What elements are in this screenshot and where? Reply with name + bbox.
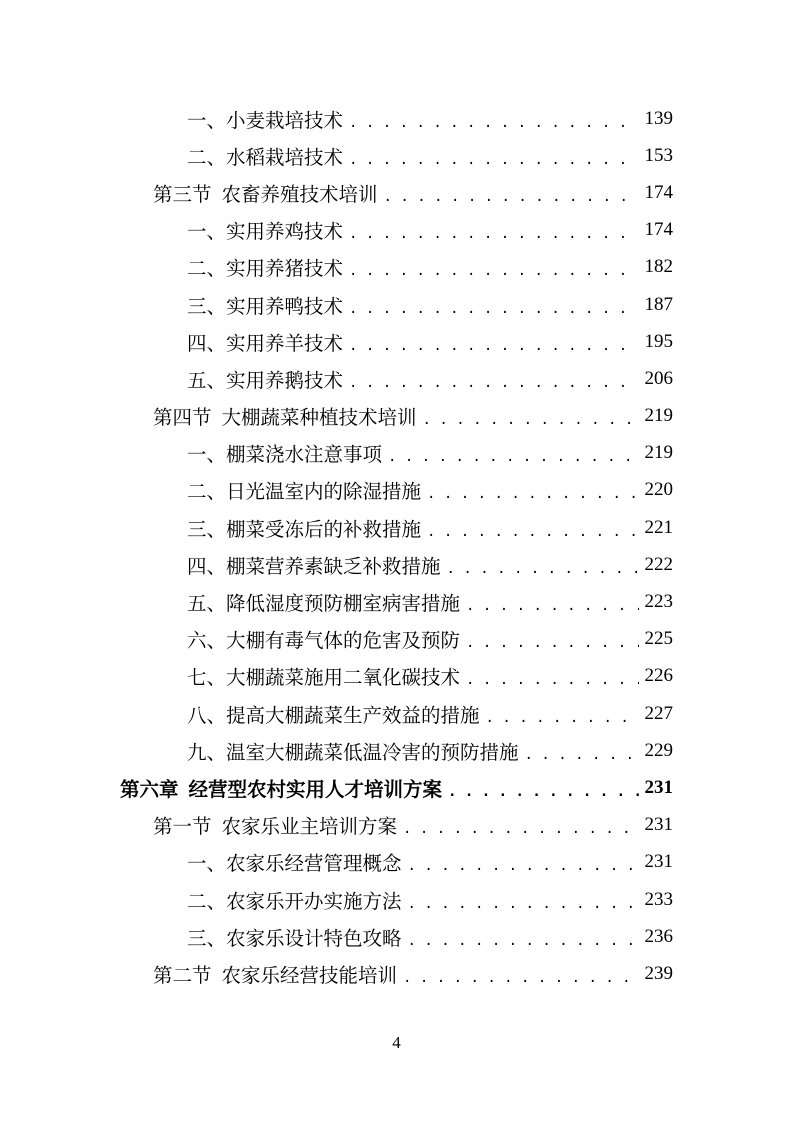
- toc-entry-marker: 四、: [187, 554, 227, 578]
- dot-leader: [408, 934, 639, 948]
- toc-section-entry[interactable]: [0, 955, 673, 992]
- toc-entry-title: 日光温室内的除湿措施: [226, 480, 422, 504]
- dot-leader: [466, 599, 638, 613]
- toc-entry-title: 大棚蔬菜种植技术培训: [221, 406, 417, 430]
- toc-item-entry[interactable]: [0, 583, 673, 620]
- dot-leader: [466, 673, 638, 687]
- toc-item-entry[interactable]: [0, 249, 673, 286]
- toc-entry-label: [187, 737, 519, 765]
- toc-entry-title: 农家乐业主培训方案: [221, 815, 398, 839]
- toc-entry-title: 大棚蔬菜施用二氧化碳技术: [226, 666, 461, 690]
- toc-entry-title: 棚菜营养素缺乏补救措施: [226, 554, 441, 578]
- toc-entry-page-number: 206: [644, 367, 673, 389]
- toc-entry-title: 实用养鸭技术: [226, 294, 344, 318]
- toc-entry-marker: 二、: [187, 889, 227, 913]
- toc-item-entry[interactable]: [0, 658, 673, 695]
- toc-entry-marker: 五、: [187, 592, 227, 616]
- toc-entry-marker: 第一节: [153, 815, 212, 839]
- toc-entry-label: [187, 253, 343, 281]
- toc-entry-title: 降低湿度预防棚室病害措施: [226, 592, 461, 616]
- toc-item-entry[interactable]: [0, 918, 673, 955]
- toc-entry-page-number: 219: [644, 405, 673, 427]
- toc-entry-label: [153, 179, 378, 207]
- dot-leader: [448, 785, 638, 799]
- toc-entry-page-number: 236: [644, 925, 673, 947]
- toc-entry-page-number: 174: [644, 219, 673, 241]
- toc-entry-label: [187, 365, 343, 393]
- toc-entry-title: 大棚有毒气体的危害及预防: [226, 629, 461, 653]
- toc-entry-page-number: 174: [644, 181, 673, 203]
- toc-entry-marker: 四、: [187, 331, 227, 355]
- toc-item-entry[interactable]: [0, 360, 673, 397]
- toc-entry-page-number: 221: [644, 516, 673, 538]
- toc-entry-page-number: 195: [644, 330, 673, 352]
- toc-entry-marker: 六、: [187, 629, 227, 653]
- dot-leader: [466, 636, 638, 650]
- dot-leader: [408, 859, 639, 873]
- toc-entry-page-number: 222: [644, 553, 673, 575]
- toc-entry-marker: 三、: [187, 294, 227, 318]
- dot-leader: [349, 264, 638, 278]
- toc-entry-label: [153, 811, 397, 839]
- toc-entry-label: [187, 625, 460, 653]
- toc-entry-title: 小麦栽培技术: [226, 108, 344, 132]
- toc-entry-label: [187, 886, 402, 914]
- toc-item-entry[interactable]: [0, 621, 673, 658]
- dot-leader: [447, 562, 639, 576]
- toc-item-entry[interactable]: [0, 435, 673, 472]
- dot-leader: [423, 413, 639, 427]
- toc-item-entry[interactable]: [0, 212, 673, 249]
- toc-entry-label: [120, 774, 442, 802]
- toc-entry-marker: 一、: [187, 443, 227, 467]
- toc-item-entry[interactable]: [0, 472, 673, 509]
- toc-entry-title: 经营型农村实用人才培训方案: [188, 777, 443, 801]
- toc-entry-marker: 一、: [187, 852, 227, 876]
- toc-entry-label: [187, 588, 460, 616]
- toc-entry-title: 农家乐开办实施方法: [226, 889, 402, 913]
- toc-entry-marker: 二、: [187, 257, 227, 281]
- toc-entry-title: 实用养羊技术: [226, 331, 344, 355]
- toc-entry-marker: 一、: [187, 220, 227, 244]
- toc-entry-label: [187, 700, 480, 728]
- toc-entry-page-number: 231: [644, 776, 673, 798]
- toc-entry-title: 农家乐经营管理概念: [226, 852, 402, 876]
- toc-entry-title: 温室大棚蔬菜低温冷害的预防措施: [226, 740, 519, 764]
- toc-entry-label: [187, 848, 402, 876]
- dot-leader: [388, 450, 638, 464]
- toc-entry-label: [187, 439, 382, 467]
- toc-entry-marker: 第六章: [120, 777, 179, 801]
- toc-entry-label: [153, 402, 417, 430]
- dot-leader: [403, 822, 638, 836]
- toc-item-entry[interactable]: [0, 509, 673, 546]
- toc-entry-page-number: 226: [644, 665, 673, 687]
- toc-entry-label: [187, 662, 460, 690]
- dot-leader: [349, 339, 638, 353]
- toc-entry-marker: 九、: [187, 740, 227, 764]
- table-of-contents: [0, 100, 793, 993]
- toc-item-entry[interactable]: [0, 100, 673, 137]
- toc-entry-label: [187, 923, 402, 951]
- toc-entry-page-number: 220: [644, 479, 673, 501]
- dot-leader: [486, 711, 639, 725]
- toc-entry-marker: 七、: [187, 666, 227, 690]
- toc-entry-label: [187, 216, 343, 244]
- toc-entry-marker: 三、: [187, 517, 227, 541]
- toc-section-entry[interactable]: [0, 398, 673, 435]
- dot-leader: [349, 153, 638, 167]
- toc-item-entry[interactable]: [0, 137, 673, 174]
- toc-entry-title: 实用养鸡技术: [226, 220, 344, 244]
- toc-entry-marker: 二、: [187, 480, 227, 504]
- toc-entry-label: [187, 328, 343, 356]
- toc-entry-marker: 第四节: [153, 406, 212, 430]
- toc-entry-page-number: 229: [644, 739, 673, 761]
- dot-leader: [349, 376, 638, 390]
- toc-entry-title: 实用养鹅技术: [226, 368, 344, 392]
- toc-entry-title: 水稻栽培技术: [226, 145, 344, 169]
- toc-entry-page-number: 227: [644, 702, 673, 724]
- toc-item-entry[interactable]: [0, 844, 673, 881]
- dot-leader: [408, 897, 639, 911]
- toc-entry-page-number: 231: [644, 851, 673, 873]
- toc-entry-label: [187, 514, 421, 542]
- toc-entry-label: [187, 551, 441, 579]
- toc-entry-page-number: 153: [644, 144, 673, 166]
- toc-entry-page-number: 219: [644, 442, 673, 464]
- dot-leader: [349, 116, 638, 130]
- dot-leader: [349, 227, 638, 241]
- toc-entry-title: 棚菜受冻后的补救措施: [226, 517, 422, 541]
- toc-entry-page-number: 139: [644, 107, 673, 129]
- toc-entry-title: 农家乐设计特色攻略: [226, 926, 402, 950]
- dot-leader: [349, 302, 638, 316]
- toc-entry-page-number: 223: [644, 591, 673, 613]
- toc-item-entry[interactable]: [0, 695, 673, 732]
- toc-entry-title: 农家乐经营技能培训: [221, 963, 398, 987]
- toc-entry-page-number: 182: [644, 256, 673, 278]
- toc-entry-page-number: 231: [644, 814, 673, 836]
- toc-section-entry[interactable]: [0, 174, 673, 211]
- toc-item-entry[interactable]: [0, 286, 673, 323]
- toc-item-entry[interactable]: [0, 732, 673, 769]
- toc-entry-page-number: 225: [644, 628, 673, 650]
- toc-entry-label: [153, 960, 397, 988]
- dot-leader: [403, 971, 638, 985]
- toc-item-entry[interactable]: [0, 546, 673, 583]
- toc-entry-title: 农畜养殖技术培训: [221, 182, 378, 206]
- toc-entry-marker: 三、: [187, 926, 227, 950]
- toc-entry-marker: 一、: [187, 108, 227, 132]
- toc-chapter-entry[interactable]: [0, 769, 673, 806]
- toc-item-entry[interactable]: [0, 323, 673, 360]
- page-number: 4: [392, 1033, 401, 1052]
- toc-entry-title: 提高大棚蔬菜生产效益的措施: [226, 703, 480, 727]
- dot-leader: [384, 190, 639, 204]
- dot-leader: [525, 748, 639, 762]
- toc-entry-page-number: 233: [644, 888, 673, 910]
- toc-entry-marker: 第二节: [153, 963, 212, 987]
- toc-entry-marker: 第三节: [153, 182, 212, 206]
- toc-entry-label: [187, 142, 343, 170]
- toc-entry-marker: 二、: [187, 145, 227, 169]
- toc-entry-title: 实用养猪技术: [226, 257, 344, 281]
- dot-leader: [427, 525, 638, 539]
- toc-entry-label: [187, 476, 421, 504]
- toc-section-entry[interactable]: [0, 807, 673, 844]
- toc-entry-page-number: 239: [644, 962, 673, 984]
- dot-leader: [427, 487, 638, 501]
- toc-entry-label: [187, 105, 343, 133]
- toc-entry-page-number: 187: [644, 293, 673, 315]
- toc-entry-marker: 五、: [187, 368, 227, 392]
- toc-entry-marker: 八、: [187, 703, 227, 727]
- toc-entry-label: [187, 291, 343, 319]
- toc-entry-title: 棚菜浇水注意事项: [226, 443, 383, 467]
- toc-item-entry[interactable]: [0, 881, 673, 918]
